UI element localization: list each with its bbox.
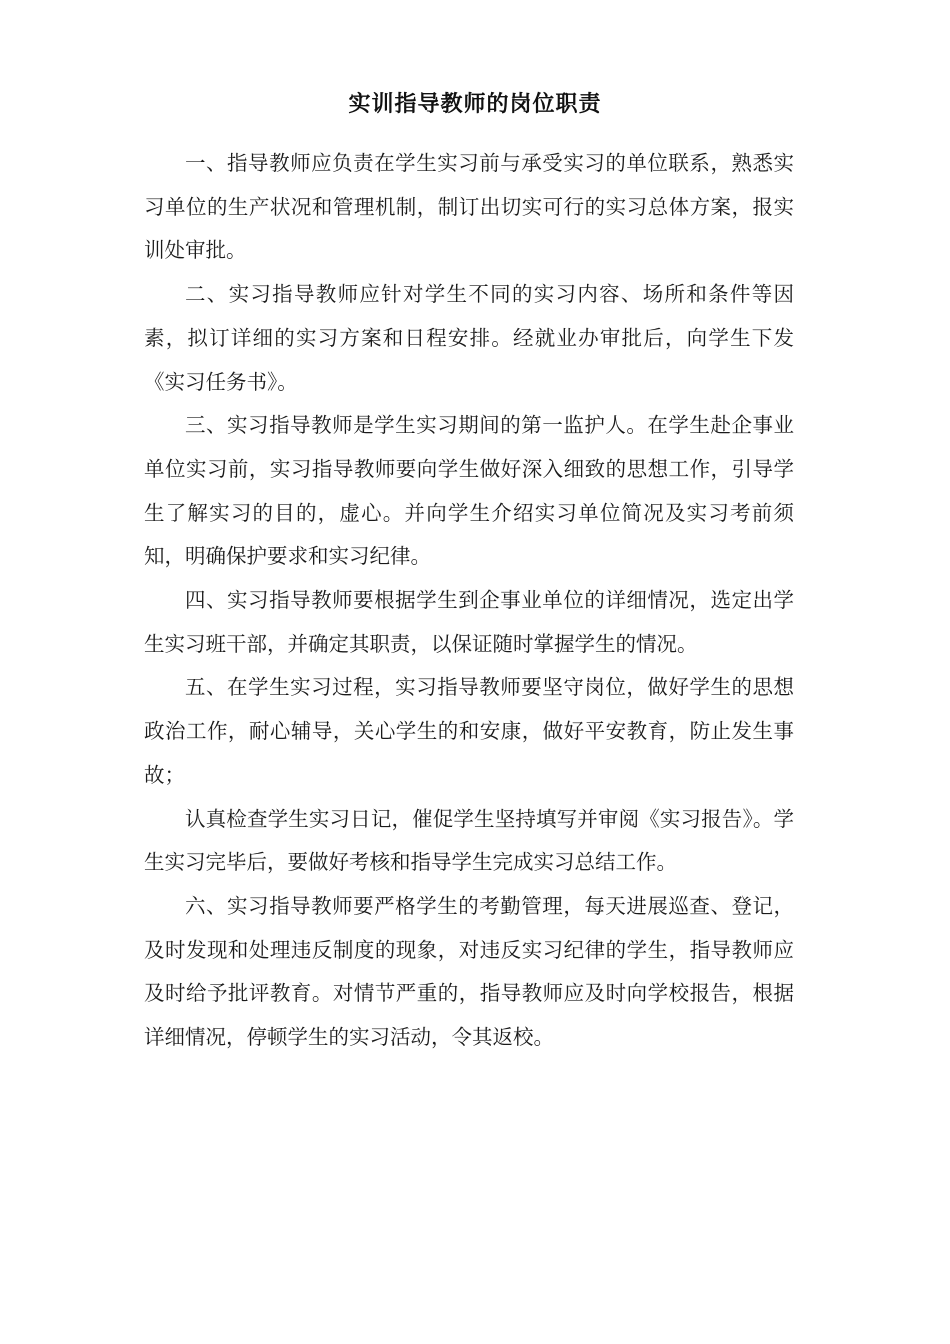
paragraph-1: 一、指导教师应负责在学生实习前与承受实习的单位联系，熟悉实习单位的生产状况和管理机制，制订出切实可行的实习总体方案，报实训处审批。 [144,151,794,263]
paragraph-5: 五、在学生实习过程，实习指导教师要坚守岗位，做好学生的思想政治工作，耐心辅导，关心学生的和安康，做好平安教育，防止发生事故； [144,675,794,787]
document-body [144,142,794,1060]
document-title: 实训指导教师的岗位职责 [348,92,602,117]
paragraph-4: 四、实习指导教师要根据学生到企事业单位的详细情况，选定出学生实习班干部，并确定其职责，以保证随时掌握学生的情况。 [144,588,794,656]
paragraph-2: 二、实习指导教师应针对学生不同的实习内容、场所和条件等因素，拟订详细的实习方案和日程安排。经就业办审批后，向学生下发《实习任务书》。 [144,282,794,394]
paragraph-6: 认真检查学生实习日记，催促学生坚持填写并审阅《实习报告》。学生实习完毕后，要做好考核和指导学生完成实习总结工作。 [144,806,794,875]
paragraph-7: 六、实习指导教师要严格学生的考勤管理，每天进展巡查、登记，及时发现和处理违反制度的现象，对违反实习纪律的学生，指导教师应及时给予批评教育。对情节严重的，指导教师应及时向学校报告，根据详细情况，停顿学生的实习活动，令其返校。 [144,893,794,1050]
paragraph-3: 三、实习指导教师是学生实习期间的第一监护人。在学生赴企事业单位实习前，实习指导教师要向学生做好深入细致的思想工作，引导学生了解实习的目的，虚心。并向学生介绍实习单位简况及实习考前须知，明确保护要求和实习纪律。 [144,413,794,569]
